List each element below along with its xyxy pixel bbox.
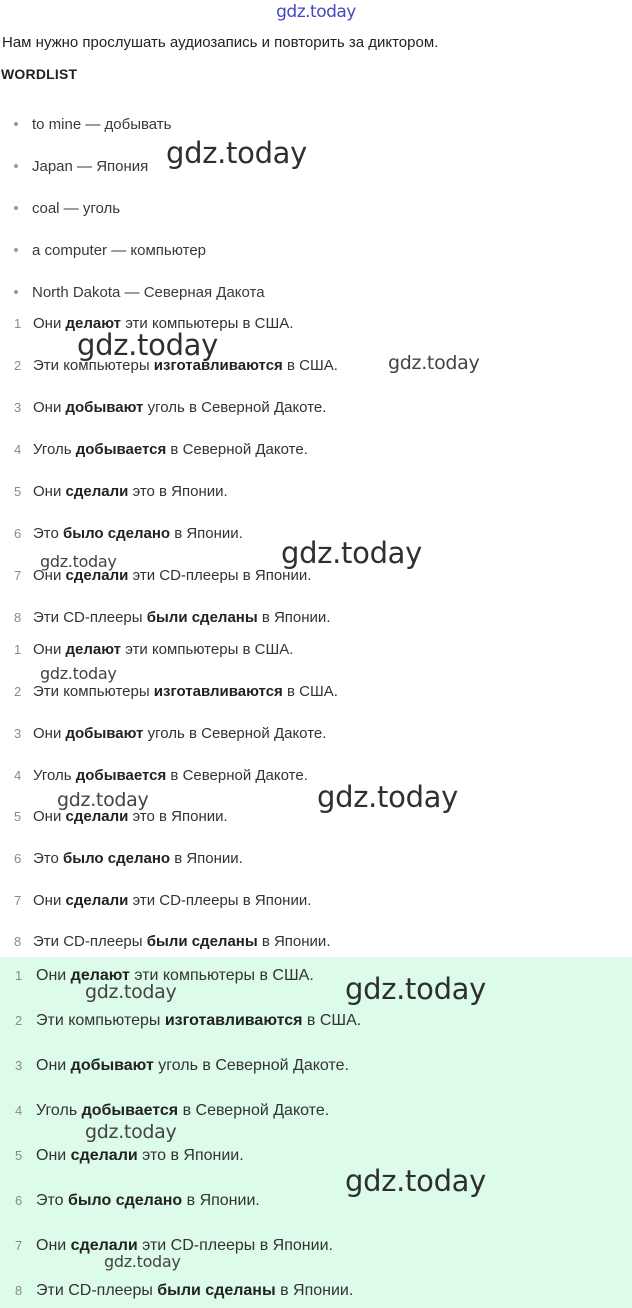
watermark-text: gdz.today — [57, 789, 149, 811]
wordlist-item: a computer — компьютер — [14, 242, 206, 259]
wordlist-item: coal — уголь — [14, 200, 120, 217]
bullet-dot-icon — [14, 206, 18, 210]
bullet-dot-icon — [14, 248, 18, 252]
watermark-text: gdz.today — [166, 136, 308, 170]
bullet-dot-icon — [14, 122, 18, 126]
watermark-text: gdz.today — [85, 1121, 177, 1143]
watermark-text: gdz.today — [345, 972, 487, 1006]
wordlist-title: WORDLIST — [1, 66, 78, 82]
watermark-text: gdz.today — [77, 328, 219, 362]
wordlist-item: North Dakota — Северная Дакота — [14, 284, 265, 301]
site-watermark-header: gdz.today — [276, 2, 356, 22]
intro-text: Нам нужно прослушать аудиозапись и повторить за диктором. — [2, 34, 439, 51]
watermark-text: gdz.today — [104, 1252, 181, 1271]
watermark-text: gdz.today — [317, 780, 459, 814]
bullet-dot-icon — [14, 290, 18, 294]
watermark-text: gdz.today — [345, 1164, 487, 1198]
watermark-text: gdz.today — [281, 536, 423, 570]
watermark-text: gdz.today — [40, 552, 117, 571]
watermark-text: gdz.today — [40, 664, 117, 683]
watermark-text: gdz.today — [388, 352, 480, 374]
bullet-dot-icon — [14, 164, 18, 168]
wordlist-item: to mine — добывать — [14, 116, 172, 133]
wordlist-item: Japan — Япония — [14, 158, 148, 175]
watermark-text: gdz.today — [85, 981, 177, 1003]
